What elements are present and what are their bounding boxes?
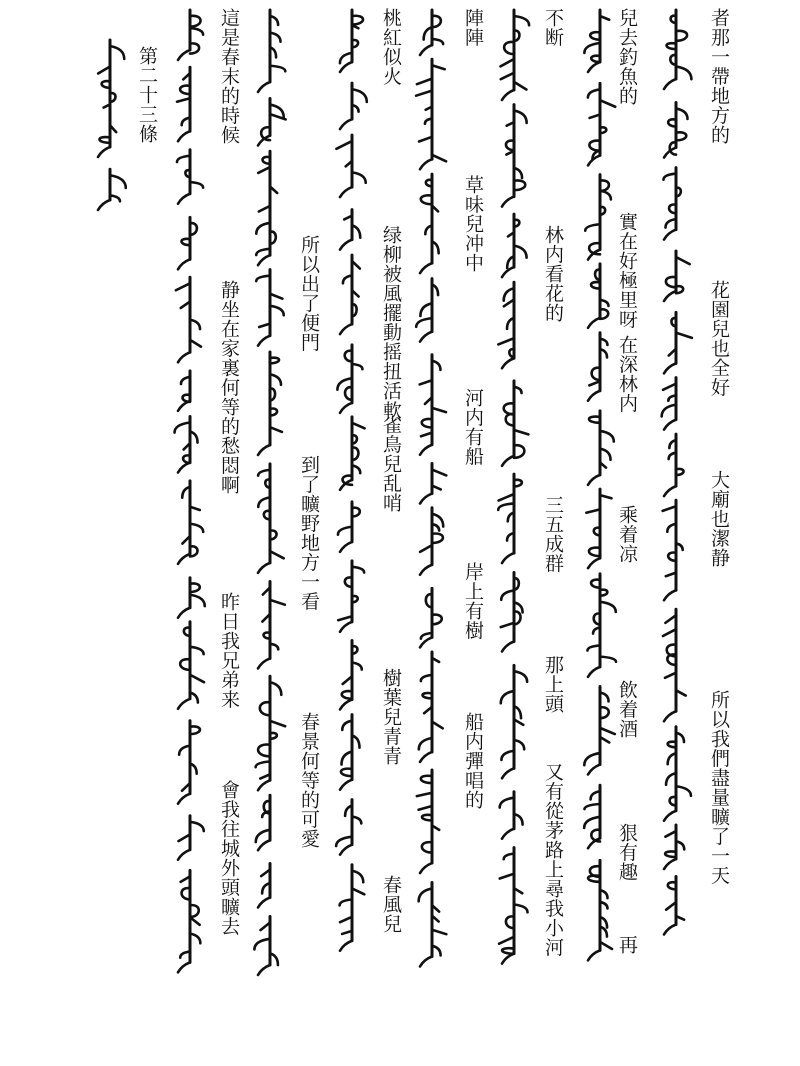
manchu-glyph-stroke — [500, 874, 514, 879]
manchu-word-tail — [340, 119, 352, 129]
chinese-text: 那上頭 — [542, 655, 564, 714]
manchu-word-tail — [664, 291, 676, 301]
manchu-glyph-stroke — [499, 937, 514, 944]
manchu-word-tail — [178, 794, 190, 804]
manchu-glyph-stroke — [190, 595, 205, 606]
manchu-glyph-stroke — [190, 16, 201, 27]
manchu-glyph-stroke — [665, 615, 676, 623]
manchu-glyph-stroke — [270, 600, 285, 605]
manchu-glyph-stroke — [514, 246, 527, 258]
manchu-glyph-stroke — [258, 745, 270, 757]
manchu-glyph-stroke — [432, 408, 446, 412]
manchu-glyph-stroke — [666, 573, 676, 577]
manchu-glyph-stroke — [417, 79, 432, 85]
manchu-glyph-stroke — [589, 548, 600, 557]
manchu-glyph-stroke — [352, 364, 362, 369]
manchu-glyph-stroke — [342, 752, 352, 765]
manchu-glyph-stroke — [190, 340, 201, 347]
chinese-text: 狠有趣 — [616, 823, 638, 882]
manchu-glyph-stroke — [499, 494, 514, 501]
manchu-glyph-stroke — [588, 876, 600, 882]
manchu-word-tail — [340, 845, 352, 855]
manchu-word-tail — [502, 553, 514, 563]
manchu-word-tail — [340, 542, 352, 552]
manchu-glyph-stroke — [585, 804, 600, 809]
manchu-word-tail — [420, 494, 432, 504]
manchu-glyph-stroke — [501, 623, 514, 627]
manchu-word-tail — [664, 924, 676, 934]
manchu-glyph-stroke — [432, 534, 443, 543]
manchu-glyph-stroke — [501, 751, 514, 760]
manchu-glyph-stroke — [258, 470, 270, 476]
manchu-word-tail — [588, 950, 600, 960]
manchu-column — [662, 10, 692, 934]
manchu-glyph-stroke — [432, 155, 446, 162]
manchu-word-tail — [588, 62, 600, 72]
manchu-word-tail — [664, 79, 676, 89]
chinese-text: 河内有船 — [462, 388, 484, 466]
manchu-glyph-stroke — [432, 470, 446, 476]
manchu-word-tail — [258, 965, 270, 975]
chinese-text: 桃紅似火 — [380, 8, 402, 86]
chinese-text: 所以我們盡量曠了一天 — [708, 690, 730, 885]
manchu-glyph-stroke — [662, 405, 676, 417]
manchu-word-tail — [178, 194, 190, 204]
manchu-word-tail — [664, 859, 676, 869]
manchu-glyph-stroke — [419, 738, 432, 749]
chinese-text: 三五成群 — [542, 495, 564, 573]
manchu-glyph-stroke — [502, 948, 514, 953]
manchu-glyph-stroke — [600, 728, 615, 734]
manchu-word-tail — [340, 324, 352, 334]
manchu-word-tail — [664, 590, 676, 600]
manchu-word-tail — [178, 352, 190, 362]
manchu-word-tail — [420, 45, 432, 55]
manchu-glyph-stroke — [419, 888, 432, 901]
manchu-word-tail — [502, 90, 514, 100]
manchu-word-tail — [420, 863, 432, 873]
manchu-word-tail — [178, 608, 190, 618]
manchu-glyph-stroke — [270, 551, 284, 558]
chinese-text: 绿柳被風擺動摇扭活軟 — [380, 225, 402, 420]
manchu-glyph-stroke — [676, 109, 688, 119]
manchu-glyph-stroke — [600, 100, 615, 107]
manchu-glyph-stroke — [504, 288, 514, 300]
chinese-text: 春風兒 — [380, 875, 402, 934]
manchu-glyph-stroke — [177, 98, 190, 101]
manchu-word-tail — [664, 420, 676, 430]
manchu-glyph-stroke — [514, 16, 529, 25]
manchu-word-tail — [588, 558, 600, 568]
manchu-glyph-stroke — [587, 645, 600, 650]
chinese-text: 又有從茅路上尋我小河 — [542, 762, 564, 957]
manchu-glyph-stroke — [663, 629, 676, 636]
manchu-glyph-stroke — [600, 449, 611, 460]
manchu-glyph-stroke — [270, 682, 281, 694]
manchu-glyph-stroke — [256, 276, 270, 281]
manchu-glyph-stroke — [421, 195, 432, 204]
manchu-glyph-stroke — [432, 65, 445, 69]
manchu-word-tail — [258, 336, 270, 346]
manchu-glyph-stroke — [498, 503, 514, 509]
manchu-word-tail — [258, 840, 270, 850]
manchu-word-tail — [258, 563, 270, 573]
manchu-word-tail — [502, 829, 514, 839]
chinese-line-5 — [378, 0, 418, 1066]
manchu-glyph-stroke — [352, 423, 365, 428]
manchu-glyph-stroke — [352, 888, 364, 894]
manchu-word-tail — [502, 456, 514, 466]
manchu-glyph-stroke — [600, 431, 614, 442]
chinese-text: 雀鳥兒乱哨 — [380, 415, 402, 513]
manchu-glyph-stroke — [585, 224, 600, 230]
chinese-line-3 — [540, 0, 580, 1066]
manchu-glyph-stroke — [676, 333, 692, 338]
manchu-word-tail — [258, 445, 270, 455]
manchu-word-tail — [340, 403, 352, 413]
manchu-word-tail — [178, 554, 190, 564]
manchu-column — [416, 10, 446, 966]
manchu-column — [175, 10, 205, 972]
chinese-line-6 — [296, 0, 336, 1066]
manchu-glyph-stroke — [498, 338, 514, 344]
manchu-word-tail — [98, 200, 110, 210]
manchu-glyph-stroke — [676, 132, 686, 140]
manchu-glyph-stroke — [514, 671, 527, 681]
manchu-glyph-stroke — [190, 524, 203, 532]
manchu-glyph-stroke — [177, 156, 190, 162]
manchu-glyph-stroke — [190, 934, 200, 944]
manchu-column — [98, 40, 126, 210]
manchu-glyph-stroke — [270, 306, 284, 315]
manchu-glyph-stroke — [341, 769, 352, 776]
manchu-word-tail — [178, 401, 190, 411]
chinese-text: 静坐在家裏何等的愁悶啊 — [218, 280, 240, 495]
manchu-word-tail — [420, 565, 432, 575]
manchu-glyph-stroke — [665, 851, 676, 857]
manchu-glyph-stroke — [501, 73, 514, 79]
manchu-glyph-stroke — [190, 320, 200, 329]
manchu-word-tail — [178, 50, 190, 60]
manchu-glyph-stroke — [256, 249, 270, 255]
manchu-glyph-stroke — [514, 445, 524, 458]
manchu-glyph-stroke — [584, 817, 600, 828]
manchu-glyph-stroke — [270, 721, 285, 726]
manchu-word-tail — [588, 475, 600, 485]
manchu-glyph-stroke — [422, 815, 432, 821]
manchu-glyph-stroke — [179, 746, 190, 755]
manchu-glyph-stroke — [352, 871, 363, 882]
manchu-glyph-stroke — [258, 497, 270, 507]
manchu-word-tail — [664, 363, 676, 373]
manchu-glyph-stroke — [589, 381, 600, 385]
manchu-glyph-stroke — [176, 283, 190, 290]
manchu-word-tail — [502, 954, 514, 964]
manchu-glyph-stroke — [432, 722, 443, 729]
manchu-glyph-stroke — [190, 675, 204, 682]
manchu-glyph-stroke — [340, 900, 352, 906]
chinese-text: 春景何等的可愛 — [298, 712, 320, 849]
manchu-word-tail — [178, 962, 190, 972]
manchu-glyph-stroke — [342, 691, 352, 699]
manchu-word-tail — [340, 700, 352, 710]
manchu-glyph-stroke — [420, 303, 432, 316]
manchu-word-tail — [340, 780, 352, 790]
manchu-glyph-stroke — [500, 59, 514, 66]
manchu-glyph-stroke — [421, 433, 432, 437]
manchu-glyph-stroke — [665, 219, 676, 228]
manchu-glyph-stroke — [514, 430, 528, 434]
manchu-glyph-stroke — [340, 917, 352, 922]
manchu-glyph-stroke — [422, 842, 432, 852]
chinese-text: 者那一帶地方的 — [708, 8, 730, 145]
manchu-word-tail — [664, 711, 676, 721]
manchu-glyph-stroke — [584, 43, 600, 53]
manchu-glyph-stroke — [600, 495, 611, 498]
manchu-word-tail — [502, 197, 514, 207]
manchu-glyph-stroke — [600, 602, 616, 612]
manchu-word-tail — [340, 941, 352, 951]
manchu-word-tail — [420, 752, 432, 762]
chinese-text: 所以出了便門 — [298, 235, 320, 352]
manchu-word-tail — [420, 445, 432, 455]
chinese-text: 昨日我兄弟来 — [218, 592, 240, 709]
manchu-word-tail — [98, 147, 110, 157]
manchu-glyph-stroke — [420, 380, 432, 384]
manchu-glyph-stroke — [416, 318, 432, 327]
manchu-word-tail — [258, 898, 270, 908]
manchu-glyph-stroke — [190, 647, 204, 654]
manchu-glyph-stroke — [676, 66, 691, 79]
manchu-word-tail — [178, 259, 190, 269]
manchu-glyph-stroke — [175, 422, 190, 432]
manchu-word-tail — [178, 850, 190, 860]
chinese-text: 到了曠野地方一看 — [298, 455, 320, 611]
manchu-glyph-stroke — [514, 82, 526, 90]
chinese-text: 花園兒也全好 — [708, 280, 730, 397]
manchu-glyph-stroke — [432, 39, 443, 44]
chinese-text: 在深林内 — [616, 335, 638, 413]
manchu-glyph-stroke — [514, 740, 524, 749]
manchu-glyph-stroke — [676, 786, 691, 796]
manchu-word-tail — [178, 699, 190, 709]
manchu-glyph-stroke — [600, 942, 612, 949]
manchu-glyph-stroke — [514, 180, 525, 190]
manchu-word-tail — [340, 62, 352, 72]
manchu-glyph-stroke — [352, 89, 367, 102]
manchu-column — [584, 10, 616, 960]
manchu-glyph-stroke — [666, 277, 676, 287]
manchu-glyph-stroke — [514, 111, 527, 123]
manchu-word-tail — [588, 391, 600, 401]
manchu-word-tail — [420, 956, 432, 966]
manchu-glyph-stroke — [259, 206, 270, 212]
manchu-word-tail — [258, 780, 270, 790]
manchu-glyph-stroke — [586, 509, 600, 512]
manchu-word-tail — [502, 642, 514, 652]
chinese-text: 草味兒冲中 — [462, 175, 484, 273]
manchu-word-tail — [340, 187, 352, 197]
manchu-glyph-stroke — [501, 590, 514, 599]
manchu-glyph-stroke — [259, 324, 270, 327]
manchu-word-tail — [664, 486, 676, 496]
manchu-glyph-stroke — [352, 172, 366, 182]
manchu-word-tail — [420, 332, 432, 342]
manchu-column — [336, 10, 367, 951]
manchu-glyph-stroke — [663, 506, 676, 511]
manchu-glyph-stroke — [676, 31, 687, 41]
manchu-glyph-stroke — [98, 66, 110, 73]
manchu-glyph-stroke — [270, 374, 281, 384]
manchu-glyph-stroke — [589, 417, 600, 423]
chinese-text: 岸上有樹 — [462, 562, 484, 640]
manchu-word-tail — [588, 765, 600, 775]
manchu-word-tail — [340, 240, 352, 250]
manchu-glyph-stroke — [676, 257, 690, 264]
chinese-text: 會我往城外頭曠去 — [218, 780, 240, 936]
manchu-glyph-stroke — [422, 419, 432, 427]
manchu-glyph-stroke — [501, 691, 514, 703]
chinese-text: 兒去釣魚的 — [616, 8, 638, 106]
section-heading: 第二十三條 — [136, 46, 158, 144]
manchu-glyph-stroke — [352, 567, 364, 573]
manchu-glyph-stroke — [190, 182, 203, 188]
manchu-glyph-stroke — [432, 930, 446, 934]
manchu-glyph-stroke — [417, 793, 432, 796]
manchu-word-tail — [340, 622, 352, 632]
manchu-glyph-stroke — [338, 527, 352, 535]
manchu-word-tail — [178, 462, 190, 472]
chinese-text: 實在好極里呀 — [616, 212, 638, 329]
manchu-glyph-stroke — [590, 115, 600, 118]
manchu-glyph-stroke — [663, 384, 676, 390]
chinese-text: 飲着酒 — [616, 680, 638, 739]
manchu-glyph-stroke — [270, 66, 285, 72]
manchu-glyph-stroke — [258, 167, 270, 173]
manchu-word-tail — [664, 811, 676, 821]
manchu-word-tail — [502, 768, 514, 778]
manchu-word-tail — [502, 358, 514, 368]
manchu-glyph-stroke — [190, 822, 204, 831]
manchu-word-tail — [258, 255, 270, 265]
manchu-word-tail — [258, 658, 270, 668]
manchu-glyph-stroke — [584, 753, 600, 765]
manchu-glyph-stroke — [99, 137, 110, 143]
manchu-glyph-stroke — [588, 89, 600, 97]
manchu-glyph-stroke — [110, 175, 126, 188]
manchu-glyph-stroke — [600, 657, 616, 662]
manchu-glyph-stroke — [419, 806, 432, 810]
chinese-line-4 — [460, 0, 500, 1066]
manchu-glyph-stroke — [420, 545, 432, 552]
manchu-glyph-stroke — [514, 904, 528, 912]
manchu-word-tail — [664, 230, 676, 240]
manchu-glyph-stroke — [589, 141, 600, 151]
manchu-glyph-stroke — [256, 223, 270, 234]
chinese-text: 不断 — [542, 8, 564, 47]
manchu-glyph-stroke — [665, 673, 676, 678]
manchu-column — [498, 10, 529, 964]
chinese-text: 這是春末的時候 — [218, 8, 240, 145]
chinese-text: 林内看花的 — [542, 225, 564, 323]
manchu-glyph-stroke — [190, 28, 203, 35]
manchu-glyph-stroke — [179, 834, 190, 841]
chinese-text: 再 — [616, 935, 638, 955]
manchu-glyph-stroke — [665, 831, 676, 837]
manchu-glyph-stroke — [504, 854, 514, 860]
manchu-glyph-stroke — [600, 191, 611, 200]
manchu-glyph-stroke — [270, 427, 282, 432]
chinese-text: 乘着凉 — [616, 505, 638, 564]
manchu-word-tail — [588, 318, 600, 328]
chinese-line-7 — [216, 0, 256, 1066]
manchu-glyph-stroke — [338, 616, 352, 620]
manchu-word-tail — [420, 159, 432, 169]
manchu-word-tail — [588, 667, 600, 677]
chinese-text: 樹葉兒青青 — [380, 668, 402, 766]
manchu-glyph-stroke — [336, 141, 352, 149]
manchu-word-tail — [420, 263, 432, 273]
chinese-line-1 — [700, 0, 740, 1066]
manchu-glyph-stroke — [256, 761, 270, 767]
chinese-text: 大廟也潔静 — [708, 470, 730, 568]
manchu-glyph-stroke — [270, 294, 282, 299]
manchu-glyph-stroke — [416, 91, 432, 96]
chinese-line-8 — [134, 0, 174, 1066]
manchu-glyph-stroke — [663, 174, 676, 180]
manchu-glyph-stroke — [421, 776, 432, 783]
manchu-glyph-stroke — [110, 46, 124, 59]
manchu-glyph-stroke — [254, 939, 270, 950]
manchu-word-tail — [178, 131, 190, 141]
manchu-glyph-stroke — [352, 16, 363, 25]
manchu-glyph-stroke — [260, 702, 270, 715]
chinese-text: 船内彈唱的 — [462, 712, 484, 810]
manchu-glyph-stroke — [421, 675, 432, 681]
manchu-column — [254, 10, 285, 975]
manchu-glyph-stroke — [270, 33, 280, 42]
manchu-word-tail — [258, 82, 270, 92]
manchu-glyph-stroke — [504, 299, 514, 306]
manchu-glyph-stroke — [500, 798, 514, 808]
manchu-glyph-stroke — [419, 137, 432, 142]
chinese-text: 陣陣 — [462, 8, 484, 47]
